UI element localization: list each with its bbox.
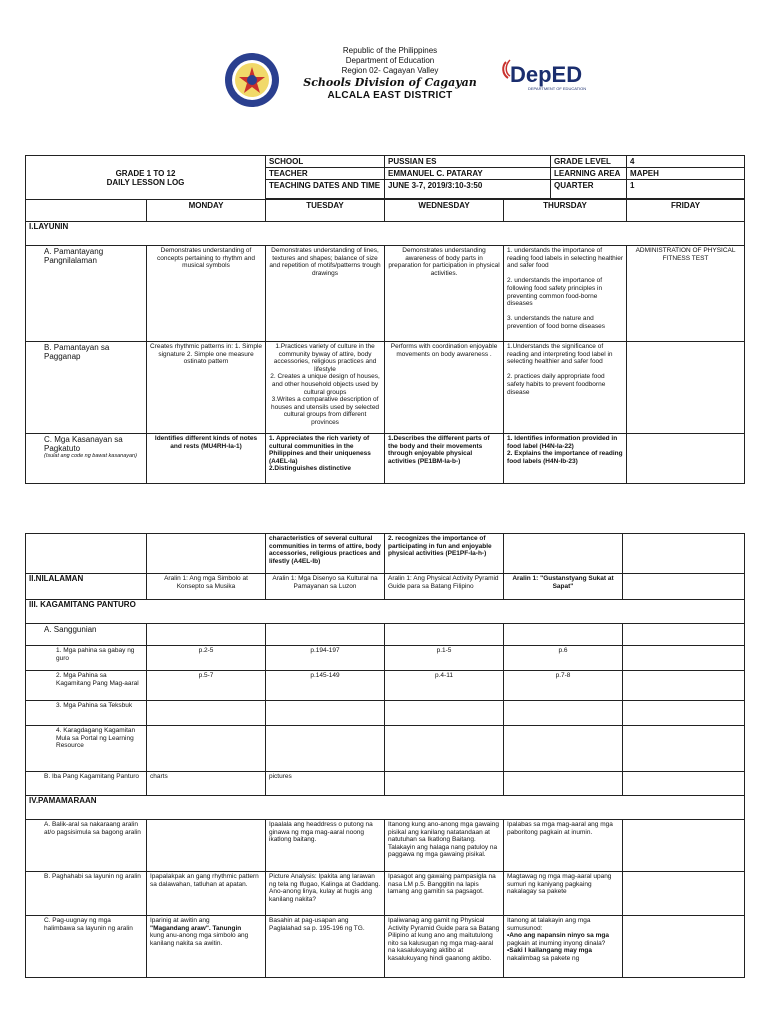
cont-label bbox=[26, 534, 147, 574]
school-label: SCHOOL bbox=[266, 156, 385, 168]
teacher-label: TEACHER bbox=[266, 168, 385, 180]
nilalaman-friday bbox=[623, 574, 745, 600]
day-tuesday: TUESDAY bbox=[266, 200, 385, 222]
lesson-log-table-page-2 bbox=[25, 533, 745, 978]
pag-uugnay-monday-line3: kung anu-anong mga simbolo ang kanilang nakita sa awitin. bbox=[150, 932, 249, 947]
nilalaman-tuesday: Aralin 1: Mga Disenyo sa Kultural na Pamayanan sa Luzon bbox=[266, 574, 385, 600]
kasanayan-subtext: (Isulat ang code ng bawat kasanayan) bbox=[44, 453, 137, 459]
balik-aral-friday bbox=[623, 820, 745, 872]
sanggunian-friday bbox=[623, 624, 745, 646]
pag-uugnay-thursday-line3: pagkain at inuming inyong dinala? bbox=[507, 939, 606, 947]
cell-c-tuesday: 1. Appreciates the rich variety of cultural communities in the Philippines and their uniqueness (A4EL-Ia) 2.Distinguishes distinctive bbox=[266, 434, 385, 484]
cell-b-tuesday: 1.Practices variety of culture in the community byway of attire, body accessories, religious practices and lifestyle 2. Creates a unique design of houses, and other household objects used by cultural groups 3.Writes a comparative description of houses and utensils used by selected cultural groups from different provinces bbox=[266, 342, 385, 434]
paghahabi-thursday: Magtawag ng mga mag-aaral upang sumuri ng kaniyang pagkaing nakalagay sa pakete bbox=[504, 872, 623, 916]
title-dll: DAILY LESSON LOG bbox=[106, 177, 185, 187]
teksbuk-thursday bbox=[504, 701, 623, 726]
cont-friday bbox=[623, 534, 745, 574]
title-grade: GRADE 1 TO 12 bbox=[115, 168, 176, 178]
header-line-4: Schools Division of Cagayan bbox=[303, 76, 477, 89]
karagdagang-tuesday bbox=[266, 726, 385, 772]
teksbuk-tuesday bbox=[266, 701, 385, 726]
deped-logo-subtext: DEPARTMENT OF EDUCATION bbox=[528, 86, 587, 91]
section-kagamitang-panturo: III. KAGAMITANG PANTURO bbox=[26, 600, 745, 624]
karagdagang-friday bbox=[623, 726, 745, 772]
header-line-1: Republic of the Philippines bbox=[342, 46, 438, 55]
pag-uugnay-thursday-line1: Itanong at talakayin ang mga sumusunod: bbox=[507, 917, 591, 932]
gabay-guro-tuesday: p.194-197 bbox=[266, 646, 385, 671]
cell-a-monday: Demonstrates understanding of concepts pertaining to rhythm and musical symbols bbox=[147, 246, 266, 342]
nilalaman-wednesday: Aralin 1: Ang Physical Activity Pyramid Guide para sa Batang Filipino bbox=[385, 574, 504, 600]
sanggunian-thursday bbox=[504, 624, 623, 646]
pag-uugnay-label: C. Pag-uugnay ng mga halimbawa sa layunin ng aralin bbox=[26, 916, 147, 978]
cell-b-monday: Creates rhythmic patterns in: 1. Simple signature 2. Simple one measure ostinato pattern bbox=[147, 342, 266, 434]
paghahabi-wednesday: Ipasagot ang gawaing pampasigla na nasa LM p.5. Banggitin na lapis lamang ang gamitin sa pagsagot. bbox=[385, 872, 504, 916]
cont-tuesday: characteristics of several cultural communities in terms of attire, body accessories, religious practices and lifestly (A4EL-Ib) bbox=[266, 534, 385, 574]
paghahabi-monday: Ipapalakpak an gang rhythmic pattern sa dalawahan, tatluhan at apatan. bbox=[147, 872, 266, 916]
lesson-log-table-page-1 bbox=[25, 155, 745, 484]
kagamitang-mag-aaral-monday: p.5-7 bbox=[147, 671, 266, 701]
balik-aral-tuesday: Ipaalala ang headdress o putong na ginawa ng mga mag-aaral noong ikatlong baitang. bbox=[266, 820, 385, 872]
cont-monday bbox=[147, 534, 266, 574]
kagamitang-mag-aaral-thursday: p.7-8 bbox=[504, 671, 623, 701]
section-pamamaraan: IV.PAMAMARAAN bbox=[26, 796, 745, 820]
cell-a-tuesday: Demonstrates understanding of lines, textures and shapes; balance of size and repetition of motifs/patterns trough drawings bbox=[266, 246, 385, 342]
teaching-dates-label: TEACHING DATES AND TIME bbox=[266, 180, 385, 199]
cell-c-wednesday: 1.Describes the different parts of the body and their movements through enjoyable physical activities (PE1BM-Ia-b-) bbox=[385, 434, 504, 484]
day-wednesday: WEDNESDAY bbox=[385, 200, 504, 222]
row-label-mga-kasanayan bbox=[26, 434, 147, 484]
teksbuk-monday bbox=[147, 701, 266, 726]
quarter-value: 1 bbox=[627, 180, 745, 199]
cell-c-monday: Identifies different kinds of notes and rests (MU4RH-Ia-1) bbox=[147, 434, 266, 484]
school-value: PUSSIAN ES bbox=[385, 156, 551, 168]
gabay-guro-wednesday: p.1-5 bbox=[385, 646, 504, 671]
gabay-guro-friday bbox=[623, 646, 745, 671]
karagdagang-kagamitan-label: 4. Karagdagang Kagamitan Mula sa Portal ng Learning Resource bbox=[26, 726, 147, 772]
deped-logo-icon bbox=[500, 52, 587, 96]
balik-aral-label: A. Balik-aral sa nakaraang aralin at/o pagsisimula sa bagong aralin bbox=[26, 820, 147, 872]
sanggunian-tuesday bbox=[266, 624, 385, 646]
pag-uugnay-thursday bbox=[504, 916, 623, 978]
section-layunin: I.LAYUNIN bbox=[26, 222, 745, 246]
pag-uugnay-monday bbox=[147, 916, 266, 978]
learning-area-label: LEARNING AREA bbox=[551, 168, 627, 180]
cell-a-friday: ADMINISTRATION OF PHYSICAL FITNESS TEST bbox=[627, 246, 745, 342]
kagamitang-mag-aaral-friday bbox=[623, 671, 745, 701]
iba-pang-friday bbox=[623, 772, 745, 796]
grade-level-label: GRADE LEVEL bbox=[551, 156, 627, 168]
teaching-dates-value: JUNE 3-7, 2019/3:10-3:50 bbox=[385, 180, 551, 199]
kagamitang-mag-aaral-wednesday: p.4-11 bbox=[385, 671, 504, 701]
nilalaman-thursday: Aralin 1: "Gustanstyang Sukat at Sapat" bbox=[504, 574, 623, 600]
grade-level-value: 4 bbox=[627, 156, 745, 168]
cell-b-thursday: 1.Understands the significance of reading and interpreting food label in selecting healthier and safer food 2. practices daily appropriate food safety habits to prevent foodborne disease bbox=[504, 342, 627, 434]
kagamitang-mag-aaral-tuesday: p.145-149 bbox=[266, 671, 385, 701]
sanggunian-wednesday bbox=[385, 624, 504, 646]
teksbuk-friday bbox=[623, 701, 745, 726]
row-label-pamantayan-sa-pagganap: B. Pamantayan sa Pagganap bbox=[26, 342, 147, 434]
balik-aral-wednesday: Itanong kung ano-anong mga gawaing pisikal ang kanilang natatandaan at natutuhan sa Ikatlong Baitang. Talakayin ang halaga nang patuloy na paggawa ng mga gawaing pisikal. bbox=[385, 820, 504, 872]
deped-seal-icon bbox=[224, 52, 280, 108]
pag-uugnay-tuesday: Basahin at pag-usapan ang Paglalahad sa p. 195-196 ng TG. bbox=[266, 916, 385, 978]
day-monday: MONDAY bbox=[147, 200, 266, 222]
pag-uugnay-monday-line2: "Magandang araw". Tanungin bbox=[150, 924, 242, 932]
header-line-2: Department of Education bbox=[345, 56, 435, 65]
cell-a-wednesday: Demonstrates understanding awareness of body parts in preparation for participation in physical activities. bbox=[385, 246, 504, 342]
cell-b-friday bbox=[627, 342, 745, 434]
header-line-3: Region 02- Cagayan Valley bbox=[341, 66, 439, 75]
cell-c-friday bbox=[627, 434, 745, 484]
paghahabi-label: B. Paghahabi sa layunin ng aralin bbox=[26, 872, 147, 916]
iba-pang-monday: charts bbox=[147, 772, 266, 796]
cell-c-thursday: 1. Identifies information provided in food label (H4N-Ia-22) 2. Explains the importance of reading food labels (H4N-Ib-23) bbox=[504, 434, 627, 484]
deped-logo-text: DepED bbox=[510, 62, 583, 87]
teksbuk-wednesday bbox=[385, 701, 504, 726]
row-label-pamantayang-pangnilalaman: A. Pamantayang Pangnilalaman bbox=[26, 246, 147, 342]
day-friday: FRIDAY bbox=[627, 200, 745, 222]
pag-uugnay-friday bbox=[623, 916, 745, 978]
iba-pang-tuesday: pictures bbox=[266, 772, 385, 796]
gabay-guro-thursday: p.6 bbox=[504, 646, 623, 671]
teksbuk-label: 3. Mga Pahina sa Teksbuk bbox=[26, 701, 147, 726]
paghahabi-tuesday: Picture Analysis: Ipakita ang larawan ng tela ng Ifugao, Kalinga at Gaddang. Ano-anong linya, kulay at hugis ang kanilang nakita? bbox=[266, 872, 385, 916]
iba-pang-thursday bbox=[504, 772, 623, 796]
teacher-value: EMMANUEL C. PATARAY bbox=[385, 168, 551, 180]
empty-corner bbox=[26, 200, 147, 222]
pag-uugnay-thursday-line4: •Saki I kailangang may mga bbox=[507, 947, 593, 955]
kagamitang-mag-aaral-label: 2. Mga Pahina sa Kagamitang Pang Mag-aaral bbox=[26, 671, 147, 701]
balik-aral-thursday: Ipalabas sa mga mag-aaral ang mga paboritong pagkain at inumin. bbox=[504, 820, 623, 872]
nilalaman-monday: Aralin 1: Ang mga Simbolo at Konsepto sa Musika bbox=[147, 574, 266, 600]
cont-wednesday: 2. recognizes the importance of participating in fun and enjoyable physical activities (PE1PF-Ia-h-) bbox=[385, 534, 504, 574]
section-nilalaman: II.NILALAMAN bbox=[26, 574, 147, 600]
karagdagang-monday bbox=[147, 726, 266, 772]
iba-pang-kagamitan-label: B. Iba Pang Kagamitang Panturo bbox=[26, 772, 147, 796]
karagdagang-wednesday bbox=[385, 726, 504, 772]
gabay-guro-monday: p.2-5 bbox=[147, 646, 266, 671]
pag-uugnay-thursday-line5: nakalimbag sa pakete ng bbox=[507, 954, 580, 962]
title-cell bbox=[26, 156, 266, 200]
document-header bbox=[290, 46, 490, 102]
quarter-label: QUARTER bbox=[551, 180, 627, 199]
learning-area-value: MAPEH bbox=[627, 168, 745, 180]
cell-b-wednesday: Performs with coordination enjoyable movements on body awareness . bbox=[385, 342, 504, 434]
cell-a-thursday: 1. understands the importance of reading food labels in selecting healthier and safer food 2. understands the importance of following food safety principles in preventing common food-borne diseases 3. understands the nature and prevention of food borne diseases bbox=[504, 246, 627, 342]
gabay-guro-label: 1. Mga pahina sa gabay ng guro bbox=[26, 646, 147, 671]
kasanayan-label-text: C. Mga Kasanayan sa Pagkatuto bbox=[44, 435, 123, 453]
pag-uugnay-wednesday: Ipaliwanag ang gamit ng Physical Activity Pyramid Guide para sa Batang Pilipino at kung ano ang maitutulong nito sa kalusugan ng mga mag-aaral na kasalukuyang aktibo at kasalukuyang hindi gaanong aktibo. bbox=[385, 916, 504, 978]
pag-uugnay-monday-line1: Iparinig at awitin ang bbox=[150, 917, 210, 924]
header-line-5: ALCALA EAST DISTRICT bbox=[327, 90, 453, 101]
iba-pang-wednesday bbox=[385, 772, 504, 796]
karagdagang-thursday bbox=[504, 726, 623, 772]
day-thursday: THURSDAY bbox=[504, 200, 627, 222]
pag-uugnay-thursday-line2: •Ano ang napansin ninyo sa mga bbox=[507, 932, 609, 940]
sanggunian-label: A. Sanggunian bbox=[26, 624, 147, 646]
paghahabi-friday bbox=[623, 872, 745, 916]
balik-aral-monday bbox=[147, 820, 266, 872]
sanggunian-monday bbox=[147, 624, 266, 646]
cont-thursday bbox=[504, 534, 623, 574]
